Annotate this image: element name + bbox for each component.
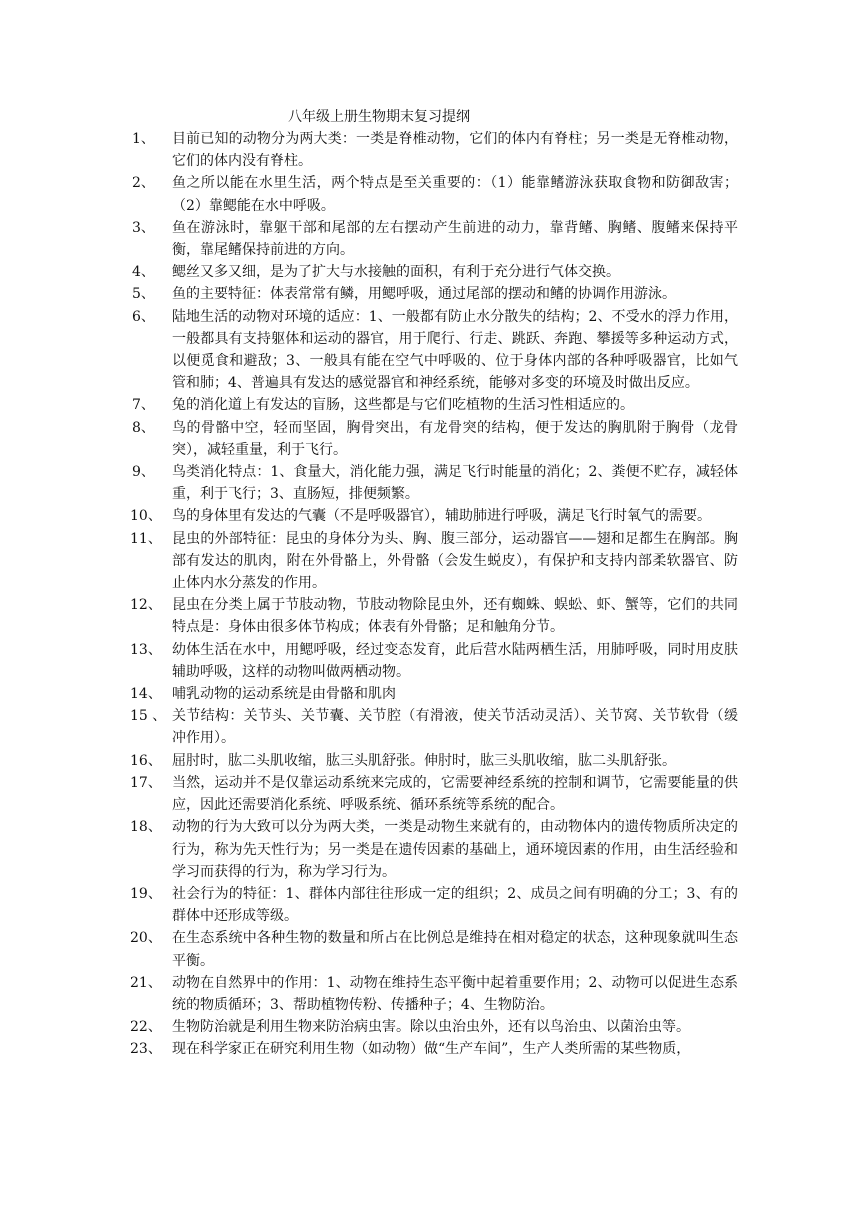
- outline-item: [132, 505, 738, 527]
- item-text: 昆虫在分类上属于节肢动物，节肢动物除昆虫外，还有蜘蛛、蜈蚣、虾、蟹等，它们的共同特点是：身体由很多体节构成；体表有外骨骼；足和触角分节。: [172, 597, 738, 636]
- item-number: 16、: [130, 752, 162, 769]
- item-text: 关节结构：关节头、关节囊、关节腔（有滑液，使关节活动灵活）、关节窝、关节软骨（缓冲作用）。: [172, 708, 738, 747]
- document-title: 八年级上册生物期末复习提纲: [288, 109, 470, 125]
- item-text: 目前已知的动物分为两大类：一类是脊椎动物，它们的体内有脊柱；另一类是无脊椎动物，它们的体内没有脊柱。: [172, 131, 738, 170]
- item-number: 7、: [132, 397, 155, 414]
- item-number: 18、: [130, 819, 162, 836]
- outline-item: [132, 283, 738, 305]
- item-number: 11、: [130, 530, 162, 547]
- outline-item: [132, 772, 738, 816]
- item-text: 现在科学家正在研究利用生物（如动物）做“生产车间”，生产人类所需的某些物质，: [172, 1041, 691, 1058]
- outline-item: [132, 306, 738, 395]
- item-number: 12、: [130, 597, 162, 614]
- item-number: 9、: [132, 464, 155, 481]
- outline-item: [132, 816, 738, 883]
- item-text: 在生态系统中各种生物的数量和所占在比例总是维持在相对稳定的状态，这种现象就叫生态平衡。: [172, 930, 738, 969]
- outline-item: [132, 683, 738, 705]
- item-text: 兔的消化道上有发达的盲肠，这些都是与它们吃植物的生活习性相适应的。: [172, 397, 634, 414]
- item-text: 鱼之所以能在水里生活，两个特点是至关重要的：（1）能靠鳍游泳获取食物和防御敌害；（2）靠鳃能在水中呼吸。: [172, 175, 738, 214]
- item-text: 鸟类消化特点：1、食量大，消化能力强，满足飞行时能量的消化；2、粪便不贮存，减轻体重，利于飞行；3、直肠短，排便频繁。: [172, 464, 738, 503]
- item-number: 10、: [130, 508, 162, 525]
- outline-item: [132, 461, 738, 505]
- item-text: 动物在自然界中的作用：1、动物在维持生态平衡中起着重要作用；2、动物可以促进生态系统的物质循环；3、帮助植物传粉、传播种子；4、生物防治。: [172, 974, 738, 1013]
- outline-item: [132, 594, 738, 638]
- item-number: 19、: [130, 885, 162, 902]
- item-number: 22、: [130, 1019, 162, 1036]
- outline-item: [132, 528, 738, 595]
- item-text: 陆地生活的动物对环境的适应：1、一般都有防止水分散失的结构；2、不受水的浮力作用，一般都具有支持躯体和运动的器官，用于爬行、行走、跳跃、奔跑、攀援等多种运动方式，以便觅食和避敌；3、一般具有能在空气中呼吸的、位于身体内部的各种呼吸器官，比如气管和肺；4、普遍具有发达的感觉器官和神经系统，能够对多变的环境及时做出反应。: [172, 308, 738, 392]
- outline-item: [132, 261, 738, 283]
- item-number: 3、: [132, 219, 155, 236]
- outline-item: [132, 750, 738, 772]
- item-text: 生物防治就是利用生物来防治病虫害。除以虫治虫外，还有以鸟治虫、以菌治虫等。: [172, 1019, 690, 1036]
- item-number: 17、: [130, 774, 162, 791]
- outline-item: [132, 217, 738, 261]
- item-number: 6、: [132, 308, 155, 325]
- item-number: 4、: [132, 264, 155, 281]
- outline-item: [132, 417, 738, 461]
- item-text: 当然，运动并不是仅靠运动系统来完成的，它需要神经系统的控制和调节，它需要能量的供应，因此还需要消化系统、呼吸系统、循环系统等系统的配合。: [172, 774, 738, 814]
- item-text: 动物的行为大致可以分为两大类，一类是动物生来就有的，由动物体内的遗传物质所决定的行为，称为先天性行为；另一类是在遗传因素的基础上，通环境因素的作用，由生活经验和学习而获得的行为，称为学习行为。: [172, 819, 738, 880]
- outline-item: [132, 1016, 738, 1038]
- item-number: 14、: [130, 686, 162, 703]
- item-text: 鱼在游泳时，靠躯干部和尾部的左右摆动产生前进的动力，靠背鳍、胸鳍、腹鳍来保持平衡，靠尾鳍保持前进的方向。: [172, 219, 738, 259]
- item-number: 21、: [130, 974, 162, 991]
- item-text: 幼体生活在水中，用鳃呼吸，经过变态发育，此后营水陆两栖生活，用肺呼吸，同时用皮肤辅助呼吸，这样的动物叫做两栖动物。: [172, 641, 738, 680]
- outline-item: [132, 883, 738, 927]
- item-number: 2、: [132, 175, 155, 192]
- item-text: 昆虫的外部特征：昆虫的身体分为头、胸、腹三部分，运动器官——翅和足都生在胸部。胸部有发达的肌肉，附在外骨骼上，外骨骼（会发生蜕皮），有保护和支持内部柔软器官、防止体内水分蒸发的作用。: [172, 530, 738, 592]
- outline-item: [132, 394, 738, 416]
- outline-item: [132, 705, 738, 749]
- outline-item: [132, 128, 738, 172]
- item-text: 鳃丝又多又细，是为了扩大与水接触的面积，有利于充分进行气体交换。: [172, 264, 620, 281]
- item-number: 20、: [130, 930, 162, 947]
- item-text: 鸟的身体里有发达的气囊（不是呼吸器官），辅助肺进行呼吸，满足飞行时氧气的需要。: [172, 508, 711, 525]
- outline-item: [132, 972, 738, 1016]
- outline-list: [132, 128, 738, 1061]
- item-text: 哺乳动物的运动系统是由骨骼和肌肉: [172, 686, 396, 703]
- item-text: 鸟的骨骼中空，轻而坚固，胸骨突出，有龙骨突的结构，便于发达的胸肌附于胸骨（龙骨突），减轻重量，利于飞行。: [172, 419, 738, 458]
- outline-item: [132, 1038, 738, 1060]
- item-number: 5、: [132, 286, 155, 303]
- item-text: 屈肘时，肱二头肌收缩，肱三头肌舒张。伸肘时，肱三头肌收缩，肱二头肌舒张。: [172, 752, 676, 769]
- outline-item: [132, 172, 738, 216]
- item-text: 社会行为的特征：1、群体内部往往形成一定的组织；2、成员之间有明确的分工；3、有的群体中还形成等级。: [172, 885, 738, 925]
- item-text: 鱼的主要特征：体表常常有鳞，用鳃呼吸，通过尾部的摆动和鳍的协调作用游泳。: [172, 286, 676, 303]
- item-number: 8、: [132, 419, 155, 436]
- outline-item: [132, 927, 738, 971]
- item-number: 23、: [130, 1041, 162, 1058]
- item-number: 15 、: [130, 708, 167, 725]
- item-number: 1、: [132, 131, 155, 147]
- item-number: 13、: [130, 641, 162, 658]
- outline-item: [132, 639, 738, 683]
